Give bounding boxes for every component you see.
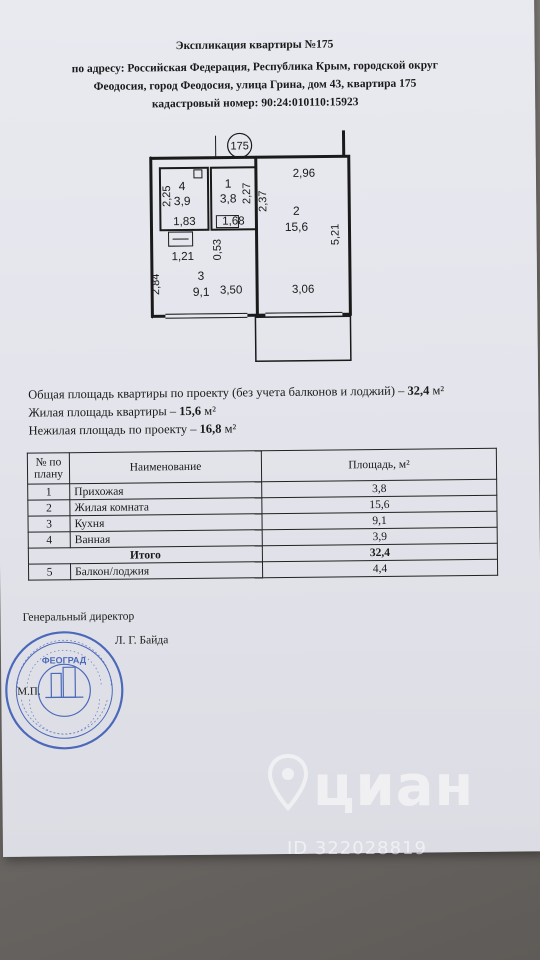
row-name: Прихожая <box>70 482 262 500</box>
address-line-2: Феодосия, город Феодосия, улица Грина, дом 43, квартира 175 <box>93 77 417 93</box>
location-pin-icon <box>265 752 311 822</box>
header-area: Площадь, м² <box>261 448 496 481</box>
stamp-center-text: ФЕОГРАД <box>41 655 87 666</box>
row-num: 5 <box>28 564 70 580</box>
header-num: № по плану <box>27 453 69 484</box>
row-area: 3,8 <box>262 479 497 497</box>
plan-dim-1-83: 1,83 <box>173 215 196 229</box>
summary-nonliving-value: 16,8 <box>199 421 222 436</box>
summary-nonliving-label: Нежилая площадь по проекту – <box>28 421 200 438</box>
floor-plan <box>135 126 378 369</box>
summary-total-value: 32,4 <box>407 383 430 398</box>
plan-dim-2-84: 2,84 <box>149 273 163 296</box>
plan-dim-0-53: 0,53 <box>211 238 224 261</box>
plan-window-room <box>265 314 342 315</box>
plan-dim-2-25: 2,25 <box>161 185 174 207</box>
total-value: 32,4 <box>262 543 497 561</box>
watermark-id: ID 322028819 <box>287 838 427 859</box>
plan-dim-3-50: 3,50 <box>219 284 243 297</box>
explication-table <box>27 448 498 581</box>
plan-dim-5-21: 5,21 <box>329 223 342 246</box>
summary-living-label: Жилая площадь квартиры – <box>28 404 180 420</box>
plan-room-1-area: 3,8 <box>219 191 237 206</box>
row-area: 4,4 <box>262 559 497 577</box>
total-label: Итого <box>28 546 262 564</box>
summary-total-unit: м² <box>429 383 445 398</box>
row-name: Жилая комната <box>70 498 262 516</box>
summary-living-unit: м² <box>201 403 216 418</box>
summary-total <box>28 383 444 402</box>
cadastral-number: кадастровый номер: 90:24:010110:15923 <box>151 96 359 111</box>
row-area: 15,6 <box>262 495 497 513</box>
plan-room-2-number: 2 <box>292 203 300 218</box>
row-num: 2 <box>28 500 70 516</box>
plan-dim-2-96: 2,96 <box>292 167 316 180</box>
stamp-inner-ring <box>38 664 91 717</box>
table-header-row <box>27 448 496 484</box>
plan-room-4-number: 4 <box>178 179 186 194</box>
summary-living <box>28 404 216 421</box>
plan-dim-2-27: 2,27 <box>241 182 254 205</box>
plan-dim-1-21: 1,21 <box>171 250 195 264</box>
summary-nonliving-unit: м² <box>221 421 237 436</box>
plan-room-3-area: 9,1 <box>192 284 210 299</box>
header-name: Наименование <box>69 451 261 484</box>
plan-room-1-number: 1 <box>224 176 232 191</box>
row-num: 1 <box>28 484 70 500</box>
mp-label: М.П. <box>17 685 41 698</box>
plan-vent-box <box>194 170 202 178</box>
director-name: Л. Г. Байда <box>114 634 169 647</box>
row-area: 9,1 <box>262 511 497 529</box>
summary-total-label: Общая площадь квартиры по проекту (без учета балконов и лоджий) – <box>28 383 408 402</box>
row-name: Балкон/лоджия <box>70 562 262 580</box>
plan-dim-2-37: 2,37 <box>257 190 270 212</box>
summary-nonliving <box>29 421 237 438</box>
plan-balcony <box>255 316 350 361</box>
plan-dim-1-68: 1,68 <box>222 215 245 228</box>
row-name: Ванная <box>70 530 262 548</box>
director-title: Генеральный директор <box>22 610 135 624</box>
row-num: 4 <box>28 532 70 548</box>
plan-room-3-number: 3 <box>197 268 205 283</box>
building-icon <box>45 667 83 697</box>
row-num: 3 <box>28 516 70 532</box>
watermark-brand: циан <box>313 754 475 819</box>
watermark <box>265 752 525 862</box>
document-title: Экспликация квартиры №175 <box>175 38 334 53</box>
row-name: Кухня <box>70 514 262 532</box>
plan-apartment-number: 175 <box>230 140 249 153</box>
address-line-1: по адресу: Российская Федерация, Республика Крым, городской округ <box>71 59 438 76</box>
plan-dim-3-06: 3,06 <box>291 283 315 296</box>
summary-living-value: 15,6 <box>179 403 202 419</box>
plan-window-kitchen <box>165 315 247 316</box>
row-area: 3,9 <box>262 527 497 545</box>
plan-room-2-area: 15,6 <box>284 219 309 234</box>
plan-room-4-area: 3,9 <box>173 193 191 209</box>
plan-partition-wall <box>256 157 258 315</box>
